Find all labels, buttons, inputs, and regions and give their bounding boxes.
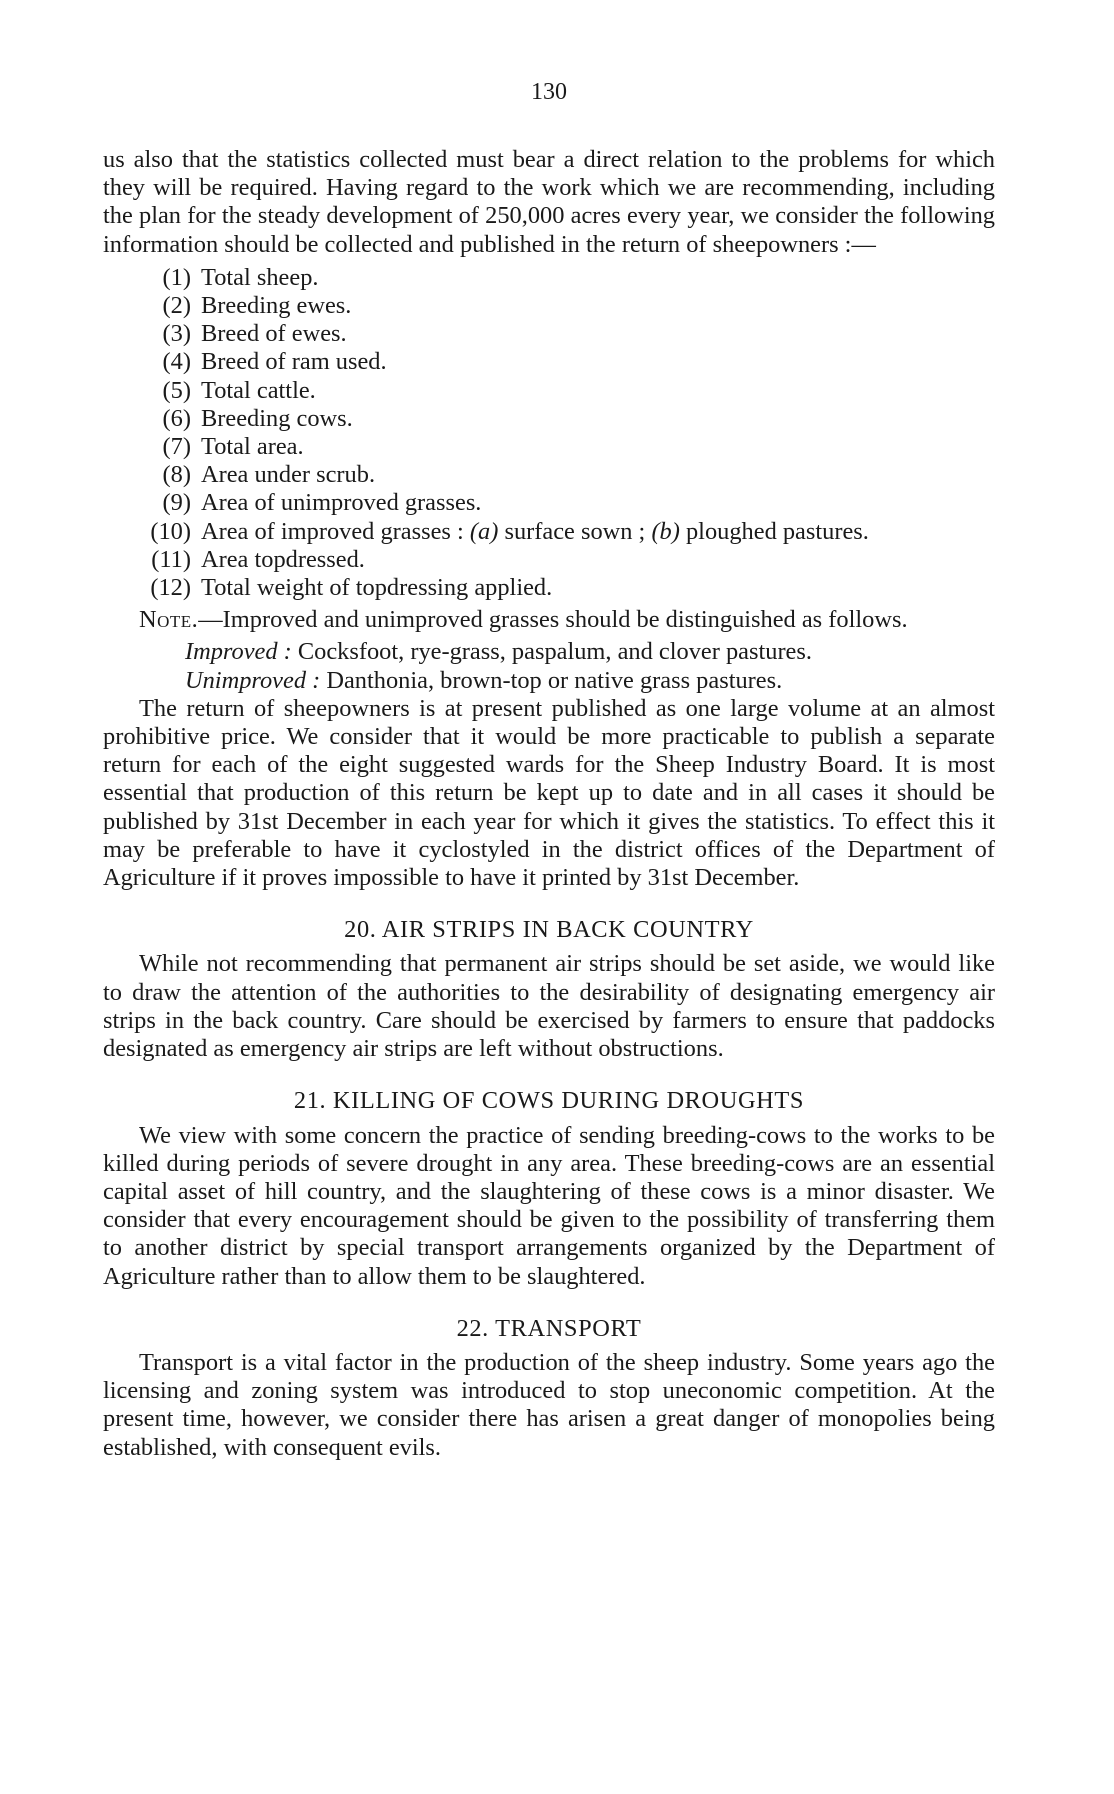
list-item-number: (11) <box>151 545 191 573</box>
option-b-label: (b) <box>651 517 680 545</box>
list-item <box>103 489 995 517</box>
list-item <box>103 292 995 320</box>
list-item-text-part: ploughed pastures. <box>679 517 869 545</box>
list-item <box>103 264 995 292</box>
intro-paragraph: us also that the statistics collected must bear a direct relation to the problems for which they will be required. Having regard to the work which we are recommending, including the plan for the steady development of 250,000 acres every year, we consider the following information should be collected and published in the return of sheepowners :— <box>103 146 995 258</box>
list-item-number: (5) <box>162 376 191 404</box>
list-item <box>103 546 995 574</box>
list-item-number: (12) <box>150 574 191 602</box>
list-item-number: (10) <box>150 517 191 545</box>
page-number: 130 <box>531 79 567 105</box>
list-item-text <box>201 518 869 546</box>
list-item-text: Breeding cows. <box>201 404 353 432</box>
list-item-number: (9) <box>162 489 191 517</box>
list-item-number: (1) <box>162 263 191 291</box>
definition-text: Cocksfoot, rye-grass, paspalum, and clover pastures. <box>291 638 812 666</box>
section-heading-killing-of-cows: 21. KILLING OF COWS DURING DROUGHTS <box>293 1087 805 1115</box>
definition-term: Improved : <box>185 638 292 666</box>
list-item <box>103 574 995 602</box>
list-item-number: (8) <box>162 461 191 489</box>
list-item-text: Total sheep. <box>201 263 319 291</box>
note-text: —Improved and unimproved grasses should be distinguished as follows. <box>198 606 908 634</box>
list-item <box>103 348 995 376</box>
list-item-text: Total cattle. <box>201 376 316 404</box>
list-item-text: Breed of ewes. <box>201 320 347 348</box>
list-item-text: Breeding ewes. <box>201 292 352 320</box>
list-item <box>103 461 995 489</box>
section-heading-air-strips: 20. AIR STRIPS IN BACK COUNTRY <box>344 916 754 944</box>
definition-unimproved <box>103 667 995 695</box>
list-item-number: (7) <box>162 433 191 461</box>
list-item-text: Breed of ram used. <box>201 348 387 376</box>
note-label: Note. <box>139 606 199 634</box>
section-paragraph-transport: Transport is a vital factor in the production of the sheep industry. Some years ago the licensing and zoning system was introduced to stop uneconomic competition. At the present time, however, we consider there has arisen a great danger of monopolies being established, with consequent evils. <box>103 1348 995 1461</box>
definition-text: Danthonia, brown-top or native grass pastures. <box>320 666 783 694</box>
list-item-number: (3) <box>162 320 191 348</box>
list-item-number: (2) <box>162 292 191 320</box>
list-item-text: Total weight of topdressing applied. <box>201 574 553 602</box>
return-paragraph: The return of sheepowners is at present published as one large volume at an almost prohibitive price. We consider that it would be more practicable to publish a separate return for each of the eight suggested wards for the Sheep Industry Board. It is most essential that production of this return be kept up to date and in all cases it should be published by 31st December in each year for which it gives the statistics. To effect this it may be preferable to have it cyclostyled in the district offices of the Department of Agriculture if it proves impossible to have it printed by 31st December. <box>103 694 995 892</box>
section-paragraph-killing-of-cows: We view with some concern the practice of sending breeding-cows to the works to be killed during periods of severe drought in any area. These breeding-cows are an essential capital asset of hill country, and the slaughtering of these cows is a minor disaster. We consider that every encouragement should be given to the possibility of transferring them to another district by special transport arrangements organized by the Department of Agriculture rather than to allow them to be slaughtered. <box>103 1121 995 1290</box>
option-a-label: (a) <box>469 517 499 545</box>
list-item-text-part: surface sown ; <box>498 517 652 545</box>
definition-improved <box>103 638 995 666</box>
note-paragraph <box>103 606 995 634</box>
list-item <box>103 405 995 433</box>
list-item <box>103 320 995 348</box>
information-list <box>103 264 995 602</box>
list-item <box>103 518 995 546</box>
definition-term: Unimproved : <box>185 666 321 694</box>
section-paragraph-air-strips: While not recommending that permanent air strips should be set aside, we would like to draw the attention of the authorities to the desirability of designating emergency air strips in the back country. Care should be exercised by farmers to ensure that paddocks designated as emergency air strips are left without obstructions. <box>103 950 995 1063</box>
section-heading-transport: 22. TRANSPORT <box>456 1314 642 1342</box>
list-item-number: (6) <box>162 404 191 432</box>
list-item <box>103 377 995 405</box>
list-item-text: Area of unimproved grasses. <box>201 489 482 517</box>
list-item-text-part: Area of improved grasses : <box>201 517 470 545</box>
document-page <box>103 78 995 1462</box>
list-item-text: Area topdressed. <box>201 545 365 573</box>
list-item-number: (4) <box>162 348 191 376</box>
list-item-text: Total area. <box>201 433 304 461</box>
list-item-text: Area under scrub. <box>201 461 376 489</box>
list-item <box>103 433 995 461</box>
